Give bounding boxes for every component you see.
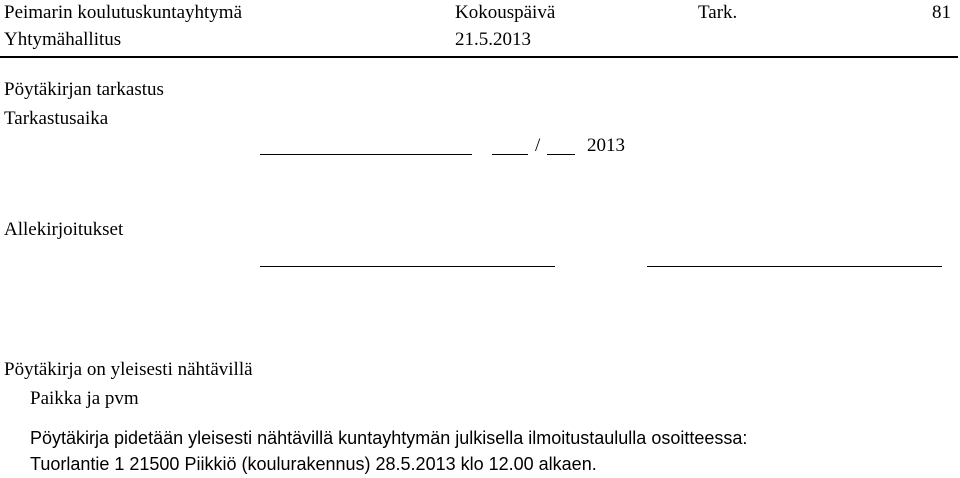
date-separator: / [535,135,541,156]
display-notice-line2: Tuorlantie 1 21500 Piikkiö (koulurakennus) 28.5.2013 klo 12.00 alkaen. [30,454,597,474]
signatures-heading: Allekirjoitukset [4,219,124,240]
organization-name: Peimarin koulutuskuntayhtymä [4,2,243,23]
review-heading: Pöytäkirjan tarkastus [4,79,164,100]
signature-line-left [260,266,555,267]
meeting-date-label: Kokouspäivä [455,2,556,23]
place-and-date-label: Paikka ja pvm [30,388,139,409]
header-divider [0,56,958,58]
display-notice-line1: Pöytäkirja pidetään yleisesti nähtävillä kuntayhtymän julkisella ilmoitustaululla osoitteessa: [30,428,748,448]
review-date-day-line [260,154,472,155]
display-heading: Pöytäkirja on yleisesti nähtävillä [4,359,253,380]
check-label: Tark. [698,2,738,23]
signature-line-right [647,266,942,267]
review-time-label: Tarkastusaika [4,108,109,129]
governing-body: Yhtymähallitus [4,29,122,50]
review-date-year-line [547,154,575,155]
meeting-date: 21.5.2013 [455,29,531,50]
review-date-month-line [492,154,528,155]
review-year: 2013 [587,135,625,156]
page-number: 81 [932,2,951,23]
